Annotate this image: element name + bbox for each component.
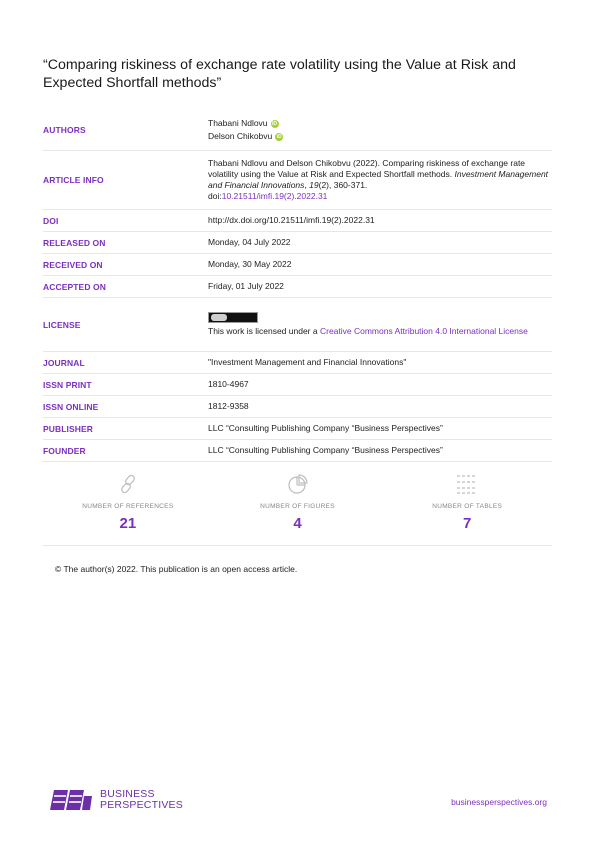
issn-online-row: [43, 396, 552, 418]
pie-chart-icon: [213, 471, 383, 497]
received-value: Monday, 30 May 2022: [208, 259, 292, 269]
issn-online-label: ISSN ONLINE: [43, 401, 99, 412]
logo-line-1: BUSINESS: [100, 788, 155, 800]
accepted-label: ACCEPTED ON: [43, 281, 106, 292]
license-link[interactable]: Creative Commons Attribution 4.0 International License: [319, 326, 528, 337]
accepted-row: [43, 276, 552, 298]
license-label: LICENSE: [43, 319, 81, 330]
references-count: 21: [119, 515, 137, 532]
accepted-value: Friday, 01 July 2022: [208, 281, 284, 291]
issn-print-label: ISSN PRINT: [43, 379, 92, 390]
license-row: [43, 298, 552, 352]
citation-separator: ,: [304, 180, 310, 190]
citation-issue-pages: (2), 360-371.: [318, 180, 368, 190]
publisher-label: PUBLISHER: [43, 423, 94, 434]
authors-value: [208, 117, 552, 143]
citation-text: Thabani Ndlovu and Delson Chikobvu (2022). Comparing riskiness of exchange rate volatility using the Value at Risk and Expected Shortfall methods.: [208, 158, 526, 179]
author-name[interactable]: Delson Chikobvu: [208, 131, 273, 141]
document-title: “Comparing riskiness of exchange rate volatility using the Value at Risk and Expected Shortfall methods”: [43, 57, 516, 91]
doi-label: DOI: [43, 215, 59, 226]
orcid-icon[interactable]: iD: [272, 120, 278, 127]
received-row: [43, 254, 552, 276]
authors-label: AUTHORS: [43, 125, 86, 135]
link-icon: [43, 471, 213, 497]
citation-doi-link[interactable]: 10.21511/imfi.19(2).2022.31: [221, 191, 328, 201]
logo-text: [100, 789, 183, 811]
released-value: Monday, 04 July 2022: [208, 237, 291, 247]
doi-row: [43, 210, 552, 232]
orcid-icon[interactable]: iD: [276, 133, 282, 140]
released-label: RELEASED ON: [43, 237, 106, 248]
tables-count: 7: [463, 515, 472, 532]
issn-print-value: 1810-4967: [208, 379, 249, 389]
article-info-label: ARTICLE INFO: [43, 175, 104, 185]
author-name[interactable]: Thabani Ndlovu: [208, 118, 268, 128]
founder-row: [43, 440, 552, 462]
cc-by-badge-icon[interactable]: [208, 312, 258, 323]
founder-label: FOUNDER: [43, 445, 86, 456]
publisher-row: [43, 418, 552, 440]
license-value: [208, 312, 552, 337]
figures-label: NUMBER OF FIGURES: [260, 503, 335, 510]
figures-count: 4: [293, 515, 302, 532]
article-info-row: [43, 151, 552, 210]
references-stat: [43, 463, 213, 545]
license-text: This work is licensed under a: [208, 326, 320, 337]
tables-stat: [382, 463, 552, 545]
logo-mark-icon: [48, 788, 94, 812]
received-label: RECEIVED ON: [43, 259, 103, 270]
logo-line-2: PERSPECTIVES: [100, 799, 183, 811]
references-label: NUMBER OF REFERENCES: [82, 503, 174, 510]
doi-value[interactable]: http://dx.doi.org/10.21511/imfi.19(2).2022.31: [208, 215, 375, 225]
doi-prefix: doi:: [208, 191, 222, 201]
journal-label: JOURNAL: [43, 357, 85, 368]
released-row: [43, 232, 552, 254]
issn-online-value: 1812-9358: [208, 401, 249, 411]
article-stats: [43, 463, 552, 546]
citation-volume: 19: [309, 180, 319, 190]
issn-print-row: [43, 374, 552, 396]
publisher-value: LLC “Consulting Publishing Company “Business Perspectives”: [208, 423, 443, 433]
founder-value: LLC “Consulting Publishing Company “Business Perspectives”: [208, 445, 443, 455]
journal-row: [43, 352, 552, 374]
figures-stat: [213, 463, 383, 545]
journal-value: "Investment Management and Financial Innovations": [208, 357, 407, 367]
website-link[interactable]: businessperspectives.org: [451, 797, 547, 807]
table-icon: [382, 471, 552, 497]
tables-label: NUMBER OF TABLES: [432, 503, 503, 510]
article-info-value: [208, 158, 552, 202]
article-metadata: [43, 110, 552, 462]
business-perspectives-logo[interactable]: [48, 788, 183, 812]
authors-row: [43, 110, 552, 151]
copyright-notice: © The author(s) 2022. This publication is an open access article.: [55, 564, 298, 574]
citation-journal: Investment Management and Financial Innovations: [208, 169, 549, 190]
